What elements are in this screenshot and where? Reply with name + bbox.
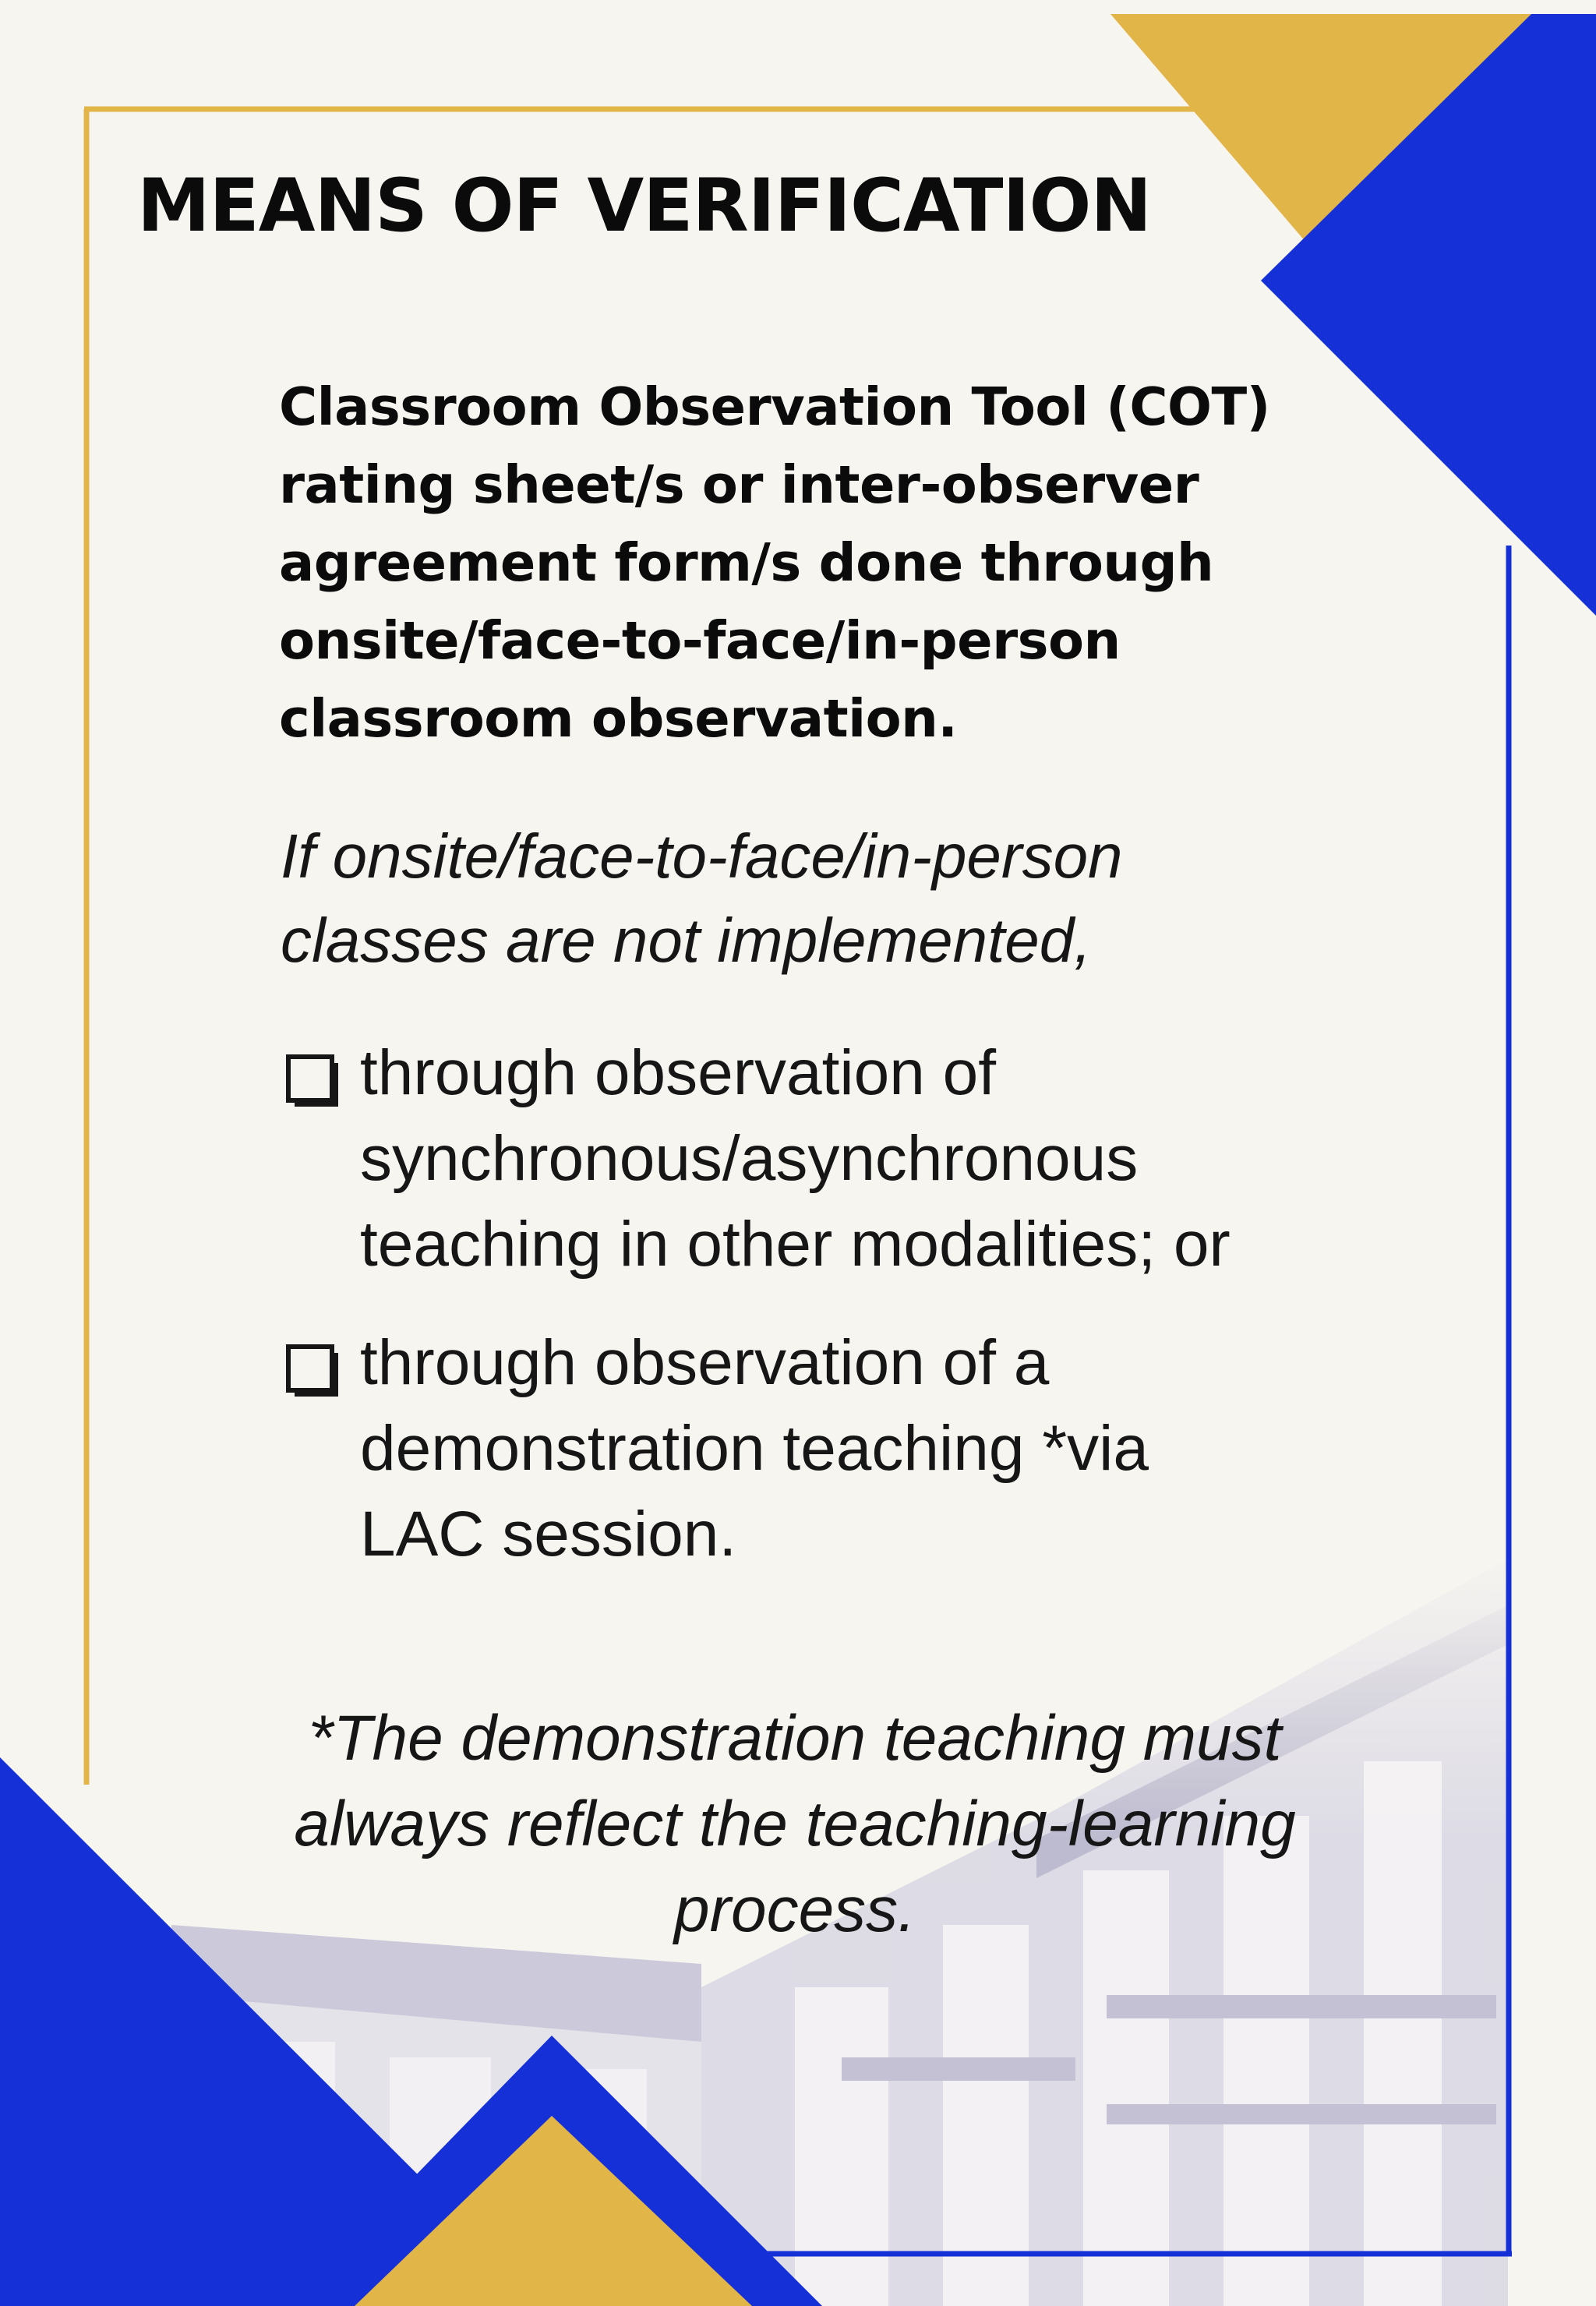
option-line: through observation of a (360, 1327, 1050, 1398)
checkbox-icon (285, 1054, 341, 1110)
footnote-line: *The demonstration teaching must (308, 1703, 1282, 1774)
option-line: demonstration teaching *via (360, 1413, 1149, 1484)
condition-statement (281, 814, 1123, 983)
lead-line: classroom observation. (279, 688, 958, 749)
lead-line: onsite/face-to-face/in-person (279, 610, 1121, 671)
checkbox-icon (285, 1344, 341, 1400)
option-line: teaching in other modalities; or (360, 1209, 1231, 1280)
option-line: LAC session. (360, 1499, 737, 1570)
lead-paragraph (279, 368, 1417, 757)
option-text (360, 1320, 1231, 1577)
condition-line: classes are not implemented, (281, 906, 1092, 975)
lead-line: rating sheet/s or inter-observer (279, 454, 1199, 515)
lead-line: agreement form/s done through (279, 532, 1214, 593)
footnote-line: always reflect the teaching-learning (294, 1789, 1296, 1859)
option-text (360, 1030, 1231, 1287)
options-list (281, 1030, 1231, 1610)
list-item (281, 1320, 1231, 1577)
page-title: MEANS OF VERIFICATION (137, 164, 1152, 249)
option-line: synchronous/asynchronous (360, 1123, 1139, 1194)
list-item (281, 1030, 1231, 1287)
lead-line: Classroom Observation Tool (COT) (279, 376, 1270, 437)
condition-line: If onsite/face-to-face/in-person (281, 821, 1123, 891)
footnote (195, 1696, 1395, 1953)
footnote-line: process. (674, 1874, 916, 1945)
option-line: through observation of (360, 1037, 996, 1108)
